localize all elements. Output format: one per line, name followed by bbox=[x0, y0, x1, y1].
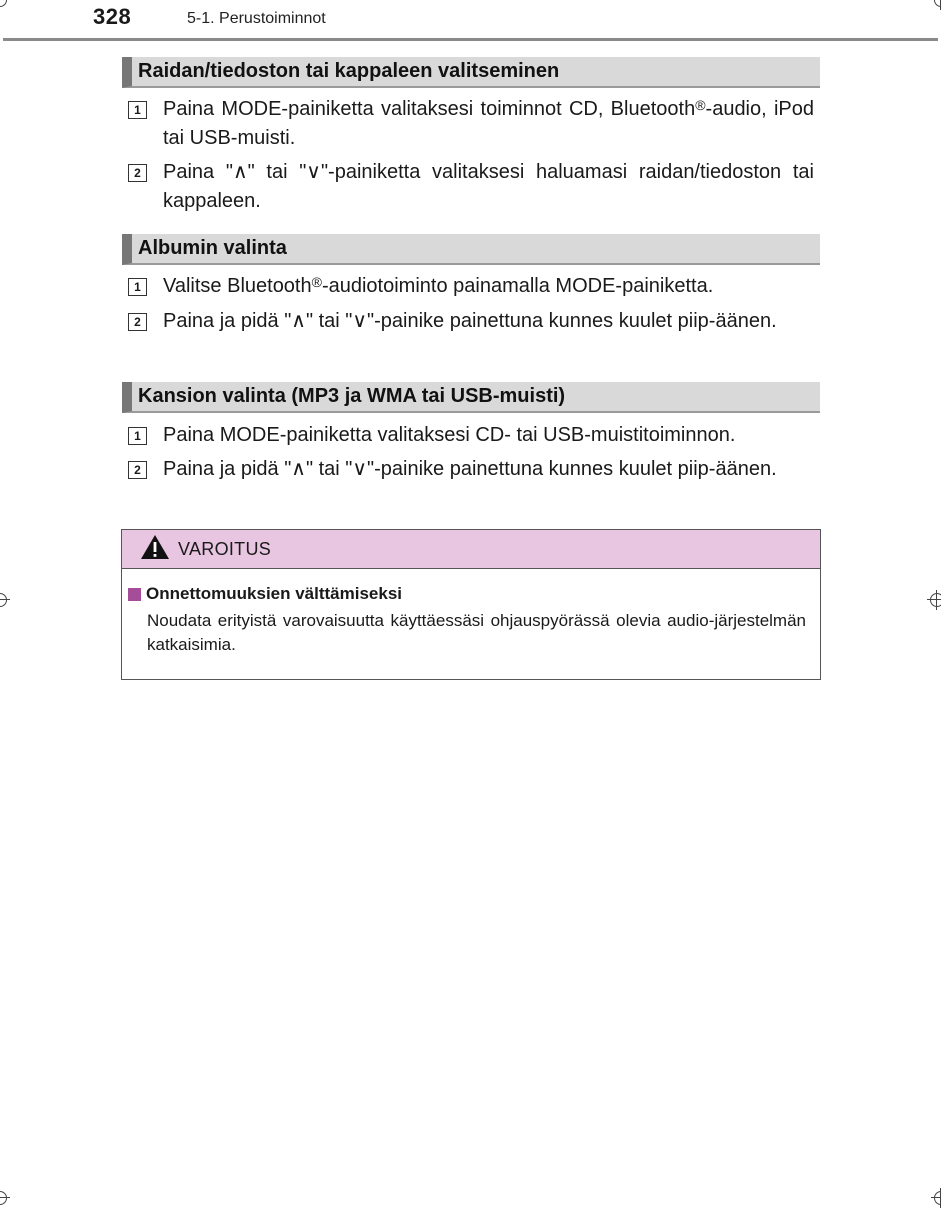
registered-mark: ® bbox=[695, 97, 706, 113]
step-number: 1 bbox=[128, 278, 147, 296]
crop-mark-mid-left bbox=[0, 590, 10, 610]
step-number: 1 bbox=[128, 427, 147, 445]
warning-triangle-icon bbox=[140, 534, 170, 565]
step-text: Paina ja pidä "∧" tai "∨"-painike painettuna kunnes kuulet piip-äänen. bbox=[163, 458, 777, 480]
section-title: Kansion valinta (MP3 ja WMA tai USB-muisti) bbox=[138, 385, 566, 407]
crop-mark-bottom-right bbox=[931, 1188, 941, 1208]
crop-mark-top-left bbox=[0, 0, 10, 10]
step-text: Paina "∧" tai "∨"-painiketta valitaksesi haluamasi raidan/tiedoston tai kappaleen. bbox=[163, 161, 814, 212]
warning-text: Noudata erityistä varovaisuutta käyttäessäsi ohjauspyörässä olevia audio-järjestelmän katkaisimia. bbox=[147, 611, 806, 654]
step-number: 2 bbox=[128, 461, 147, 479]
step-item bbox=[128, 421, 814, 450]
step-text: Paina MODE-painiketta valitaksesi toiminnot CD, Bluetooth®-audio, iPod tai USB-muisti. bbox=[163, 97, 814, 149]
step-item bbox=[128, 455, 814, 484]
warning-subheading: Onnettomuuksien välttämiseksi bbox=[128, 584, 806, 604]
chapter-title: 5-1. Perustoiminnot bbox=[187, 10, 326, 27]
step-item bbox=[128, 307, 814, 336]
crop-mark-top-right bbox=[931, 0, 941, 10]
warning-label: VAROITUS bbox=[178, 538, 272, 559]
registered-mark: ® bbox=[311, 274, 322, 290]
step-text: Paina MODE-painiketta valitaksesi CD- tai USB-muistitoiminnon. bbox=[163, 424, 736, 446]
square-bullet-icon bbox=[128, 588, 141, 601]
crop-mark-mid-right bbox=[927, 590, 941, 610]
header-rule bbox=[3, 38, 938, 41]
step-item bbox=[128, 95, 814, 153]
crop-mark-bottom-left bbox=[0, 1188, 10, 1208]
step-item bbox=[128, 272, 814, 301]
warning-header bbox=[122, 530, 820, 569]
section-heading-folder-selection bbox=[122, 382, 820, 413]
step-number: 1 bbox=[128, 101, 147, 119]
warning-body bbox=[122, 569, 820, 657]
step-item bbox=[128, 158, 814, 216]
step-number: 2 bbox=[128, 313, 147, 331]
page-number: 328 bbox=[93, 4, 132, 29]
warning-box bbox=[121, 529, 821, 680]
step-text: Paina ja pidä "∧" tai "∨"-painike painettuna kunnes kuulet piip-äänen. bbox=[163, 310, 777, 332]
section-heading-track-selection bbox=[122, 57, 820, 88]
section-title: Raidan/tiedoston tai kappaleen valitseminen bbox=[138, 60, 560, 82]
section-heading-album-selection bbox=[122, 234, 820, 265]
step-number: 2 bbox=[128, 164, 147, 182]
step-text: Valitse Bluetooth®-audiotoiminto painamalla MODE-painiketta. bbox=[163, 274, 714, 297]
section-title: Albumin valinta bbox=[138, 237, 287, 259]
